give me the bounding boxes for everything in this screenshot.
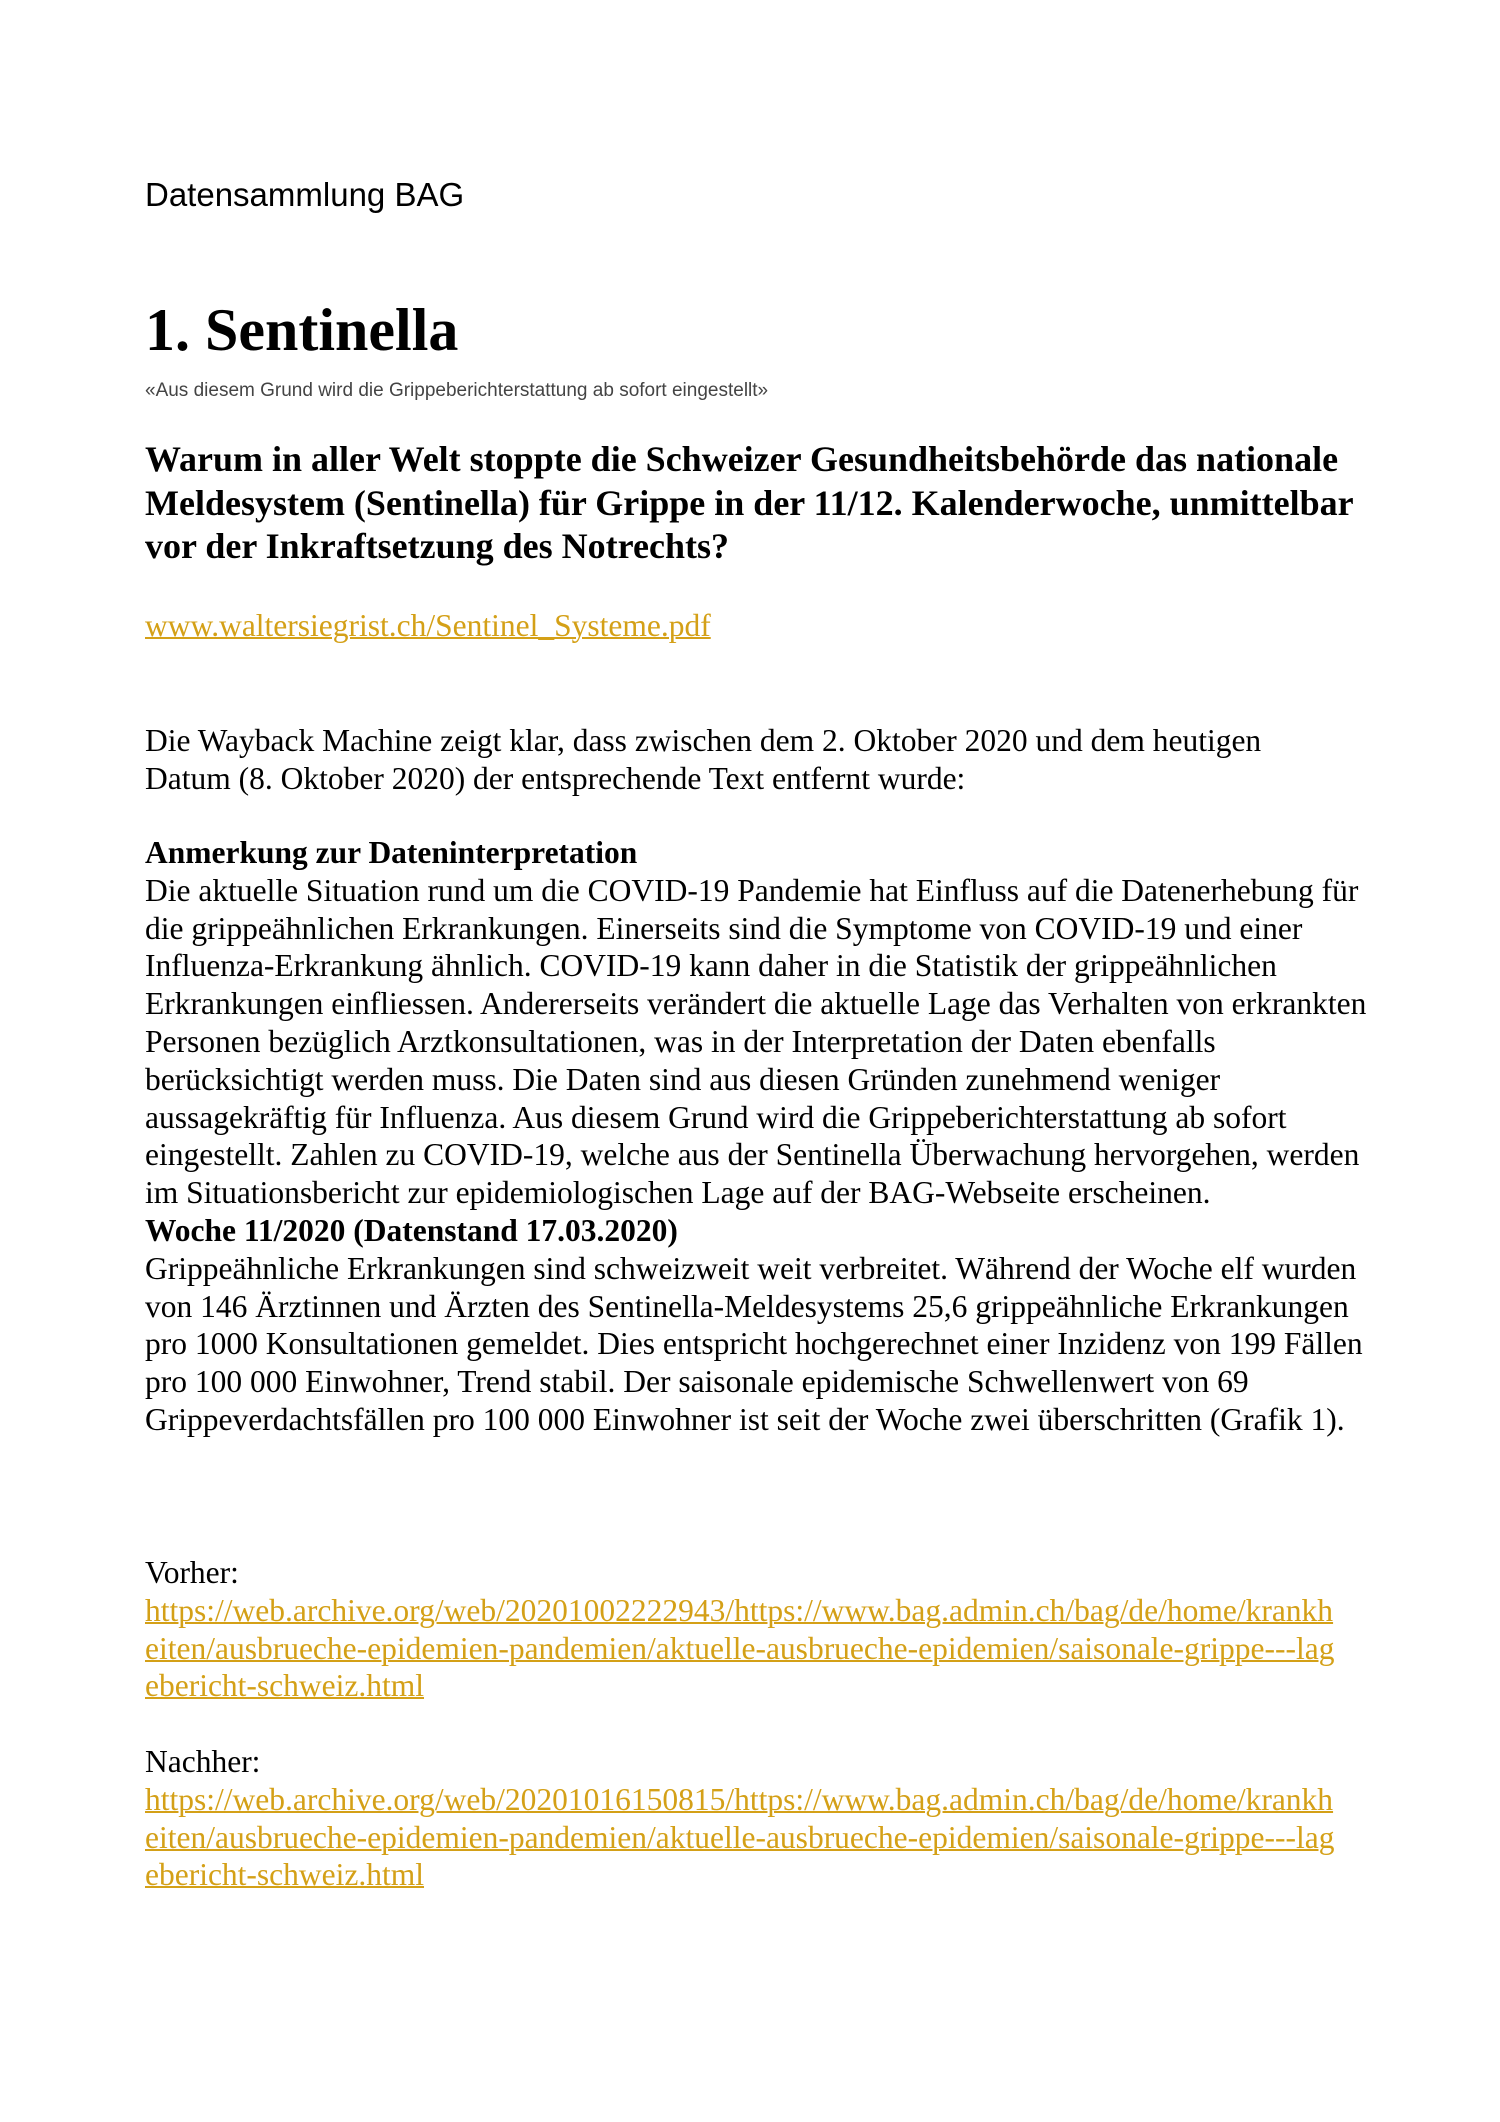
week-text: Grippeähnliche Erkrankungen sind schweizweit weit verbreitet. Während der Woche elf wurden von 146 Ärztinnen und Ärzten des Sentinella-Meldesystems 25,6 grippeähnliche Erkrankungen pro 1000 Konsultationen gemeldet. Dies entspricht hochgerechnet einer Inzidenz von 199 Fällen pro 100 000 Einwohner, Trend stabil. Der saisonale epidemische Schwellenwert von 69 Grippeverdachtsfällen pro 100 000 Einwohner ist seit der Woche zwei überschritten (Grafik 1). [145, 1250, 1363, 1437]
section-heading: 1. Sentinella [145, 297, 459, 363]
before-link[interactable]: https://web.archive.org/web/20201002222943/https://www.bag.admin.ch/bag/de/home/krankheiten/ausbrueche-epidemien-pandemien/aktuelle-ausbrueche-epidemien/saisonale-grippe---lagebericht-schweiz.html [145, 1592, 1335, 1704]
document-title: Datensammlung BAG [145, 176, 465, 213]
quote-subtitle: «Aus diesem Grund wird die Grippeberichterstattung ab sofort eingestellt» [145, 380, 769, 401]
intro-paragraph: Die Wayback Machine zeigt klar, dass zwischen dem 2. Oktober 2020 und dem heutigen Datum (8. Oktober 2020) der entsprechende Text entfernt wurde: [145, 723, 1262, 796]
note-heading: Anmerkung zur Dateninterpretation [145, 835, 638, 870]
week-heading: Woche 11/2020 (Datenstand 17.03.2020) [145, 1212, 678, 1248]
before-label: Vorher: [145, 1555, 239, 1590]
pdf-link[interactable]: www.waltersiegrist.ch/Sentinel_Systeme.pdf [145, 608, 711, 643]
question-heading: Warum in aller Welt stoppte die Schweizer Gesundheitsbehörde das nationale Meldesystem (Sentinella) für Grippe in der 11/12. Kalenderwoche, unmittelbar vor der Inkraftsetzung des Notrechts? [145, 439, 1353, 567]
after-link[interactable]: https://web.archive.org/web/20201016150815/https://www.bag.admin.ch/bag/de/home/krankheiten/ausbrueche-epidemien-pandemien/aktuelle-ausbrueche-epidemien/saisonale-grippe---lagebericht-schweiz.html [145, 1781, 1335, 1893]
after-label: Nachher: [145, 1744, 261, 1779]
archived-text [145, 834, 1377, 1439]
note-text: Die aktuelle Situation rund um die COVID-19 Pandemie hat Einfluss auf die Datenerhebung für die grippeähnlichen Erkrankungen. Einerseits sind die Symptome von COVID-19 und einer Influenza-Erkrankung ähnlich. COVID-19 kann daher in die Statistik der grippeähnlichen Erkrankungen einfliessen. Andererseits verändert die aktuelle Lage das Verhalten von erkrankten Personen bezüglich Arztkonsultationen, was in der Interpretation der Daten ebenfalls berücksichtigt werden muss. Die Daten sind aus diesen Gründen zunehmend weniger aussagekräftig für Influenza. Aus diesem Grund wird die Grippeberichterstattung ab sofort eingestellt. Zahlen zu COVID-19, welche aus der Sentinella Überwachung hervorgehen, werden im Situationsbericht zur epidemiologischen Lage auf der BAG-Webseite erscheinen. [145, 872, 1367, 1211]
